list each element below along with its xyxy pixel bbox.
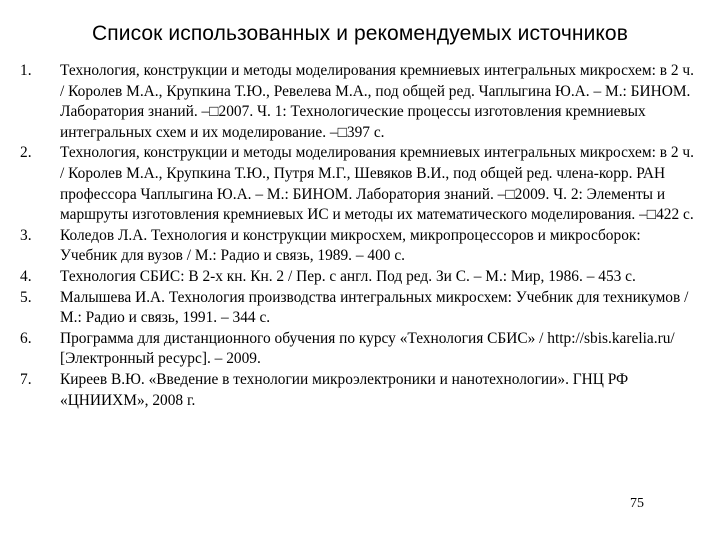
reference-text: Технология СБИС: В 2-х кн. Кн. 2 / Пер. с англ. Под ред. Зи С. – М.: Мир, 1986. – 453 с. [60,267,636,285]
reference-item [20,226,700,267]
reference-text: Программа для дистанционного обучения по курсу «Технология СБИС» / http://sbis.karelia.ru/ [Электронный ресурс]. – 2009. [60,329,675,368]
reference-item [20,143,700,225]
reference-number: 6. [20,329,32,347]
reference-item [20,329,700,370]
reference-item [20,61,700,143]
reference-number: 1. [20,62,32,79]
reference-text: Киреев В.Ю. «Введение в технологии микроэлектроники и нанотехнологии». ГНЦ РФ «ЦНИИХМ», 2008 г. [60,370,629,409]
reference-number: 5. [20,288,32,306]
reference-number: 7. [20,370,32,388]
reference-item [20,288,700,329]
page-number: 75 [630,496,644,511]
reference-text: Малышева И.А. Технология производства интегральных микросхем: Учебник для техникумов / М.: Радио и связь, 1991. – 344 с. [60,288,689,327]
reference-number: 3. [20,226,32,244]
reference-number: 4. [20,267,32,285]
reference-item [20,370,700,411]
reference-item [20,267,700,288]
reference-list [20,61,700,411]
reference-text: Технология, конструкции и методы моделирования кремниевых интегральных микросхем: в 2 ч. / Королев М.А., Крупкина Т.Ю., Ревелева М.А., под общей ред. Чаплыгина Ю.А. – М.: БИНОМ. Лаборатория знаний. –□2007. Ч. 1: Технологические процессы изготовления кремниевых интегральных схем и их моделирование. –□397 с. [60,62,694,141]
reference-text: Коледов Л.А. Технология и конструкции микросхем, микропроцессоров и микросборок: Учебник для вузов / М.: Радио и связь, 1989. – 400 с. [60,226,641,265]
reference-number: 2. [20,144,32,162]
page-title: Список использованных и рекомендуемых источников [92,22,628,45]
reference-text: Технология, конструкции и методы моделирования кремниевых интегральных микросхем: в 2 ч. / Королев М.А., Крупкина Т.Ю., Путря М.Г., Шевяков В.И., под общей ред. члена-корр. РАН профессора Чаплыгина Ю.А. – М.: БИНОМ. Лаборатория знаний. –□2009. Ч. 2: Элементы и маршруты изготовления кремниевых ИС и методы их математического моделирования. –□422 с. [60,144,694,224]
